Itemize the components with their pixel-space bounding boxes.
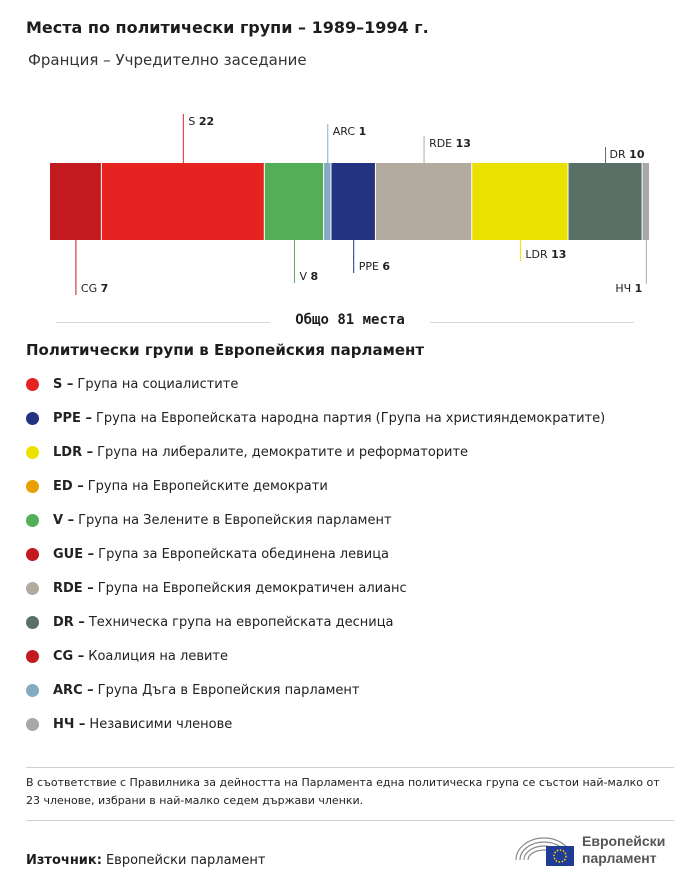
legend-abbr: S –: [53, 376, 74, 392]
bar-segment-CG: [50, 163, 101, 240]
segment-label-PPE: PPE 6: [358, 260, 391, 273]
legend-abbr: CG –: [53, 648, 85, 664]
segment-label-V: V 8: [299, 270, 319, 283]
segment-label-RDE: RDE 13: [429, 137, 471, 150]
legend-abbr: GUE –: [53, 546, 95, 562]
legend-color-dot: [26, 616, 39, 629]
footnote: В съответствие с Правилника за дейността на Парламента една политическа група се състои най-малко от 23 членове, избрани в най-малко седем държави членки.: [26, 776, 660, 807]
bar-segment-DR: [569, 163, 642, 240]
segment-label-S: S 22: [188, 115, 215, 128]
legend-desc: Коалиция на левите: [88, 648, 228, 664]
segment-value-DR: 10: [629, 148, 645, 161]
legend-color-dot: [26, 480, 39, 493]
legend-desc: Група на либералите, демократите и реформаторите: [97, 444, 469, 460]
legend-desc: Група на Зелените в Европейския парламент: [78, 512, 392, 528]
legend-desc: Група на Европейската народна партия (Група на християндемократите): [95, 410, 606, 426]
legend-desc: Група за Европейската обединена левица: [98, 546, 390, 562]
chart-title: Места по политически групи – 1989–1994 г.: [26, 18, 429, 37]
legend-color-dot: [26, 582, 39, 595]
segment-value-RDE: 13: [455, 137, 471, 150]
legend-color-dot: [26, 446, 39, 459]
legend-desc: Група на Европейския демократичен алианс: [97, 580, 407, 596]
segment-label-LDR: LDR 13: [525, 248, 567, 261]
segment-label-DR: DR 10: [609, 148, 645, 161]
segment-value-V: 8: [310, 270, 319, 283]
legend-item: [26, 469, 605, 503]
legend-abbr: RDE –: [53, 580, 94, 596]
legend-item: [26, 605, 605, 639]
legend-item: [26, 401, 605, 435]
legend-abbr: PPE –: [53, 410, 92, 426]
bar-segment-S: [102, 163, 264, 240]
bar-segment-НЧ: [643, 163, 649, 240]
bar-segment-RDE: [376, 163, 471, 240]
legend-title: Политически групи в Европейския парламент: [26, 341, 425, 359]
total-seats-label: Общо 81 места: [0, 312, 700, 328]
legend-item: [26, 673, 605, 707]
segment-value-S: 22: [198, 115, 215, 128]
note-top-rule: [26, 767, 674, 768]
ep-logo: [514, 828, 684, 872]
logo-text: Европейски парламент: [582, 833, 666, 866]
segment-label-ARC: ARC 1: [332, 125, 367, 138]
legend-abbr: ED –: [53, 478, 84, 494]
legend-color-dot: [26, 718, 39, 731]
legend-item: [26, 571, 605, 605]
source-label: Източник:: [26, 853, 102, 868]
seat-bar-chart: [0, 100, 700, 300]
bar-segment-LDR: [472, 163, 567, 240]
bar-segment-V: [265, 163, 323, 240]
legend-item: [26, 435, 605, 469]
legend-color-dot: [26, 650, 39, 663]
segment-value-ARC: 1: [358, 125, 367, 138]
segment-label-CG: CG 7: [80, 282, 109, 295]
note-bottom-rule: [26, 820, 674, 821]
segment-value-НЧ: 1: [634, 282, 643, 295]
source-value: Европейски парламент: [105, 853, 266, 868]
segment-value-LDR: 13: [551, 248, 567, 261]
legend-desc: Група на социалистите: [77, 376, 239, 392]
legend-abbr: DR –: [53, 614, 85, 630]
legend-item: [26, 639, 605, 673]
legend-color-dot: [26, 514, 39, 527]
legend-color-dot: [26, 548, 39, 561]
bar-segment-ARC: [324, 163, 330, 240]
bar-segment-PPE: [331, 163, 374, 240]
chart-subtitle: Франция – Учредително заседание: [28, 51, 307, 69]
legend-abbr: V –: [53, 512, 75, 528]
segment-label-НЧ: НЧ 1: [615, 282, 643, 295]
parliament-hemicycle-icon: [514, 830, 576, 870]
legend-desc: Група Дъга в Европейския парламент: [97, 682, 360, 698]
legend-desc: Група на Европейските демократи: [87, 478, 328, 494]
legend-item: [26, 537, 605, 571]
legend-color-dot: [26, 684, 39, 697]
legend-item: [26, 707, 605, 741]
segment-value-CG: 7: [100, 282, 109, 295]
legend-abbr: LDR –: [53, 444, 94, 460]
legend-color-dot: [26, 378, 39, 391]
legend-desc: Техническа група на европейската десница: [88, 614, 394, 630]
legend-item: [26, 503, 605, 537]
legend-abbr: ARC –: [53, 682, 94, 698]
legend-desc: Независими членове: [89, 716, 233, 732]
segment-value-PPE: 6: [382, 260, 391, 273]
legend-item: [26, 367, 605, 401]
legend-abbr: НЧ –: [53, 716, 86, 732]
legend-list: [26, 367, 605, 741]
legend-color-dot: [26, 412, 39, 425]
source-line: [26, 853, 265, 868]
